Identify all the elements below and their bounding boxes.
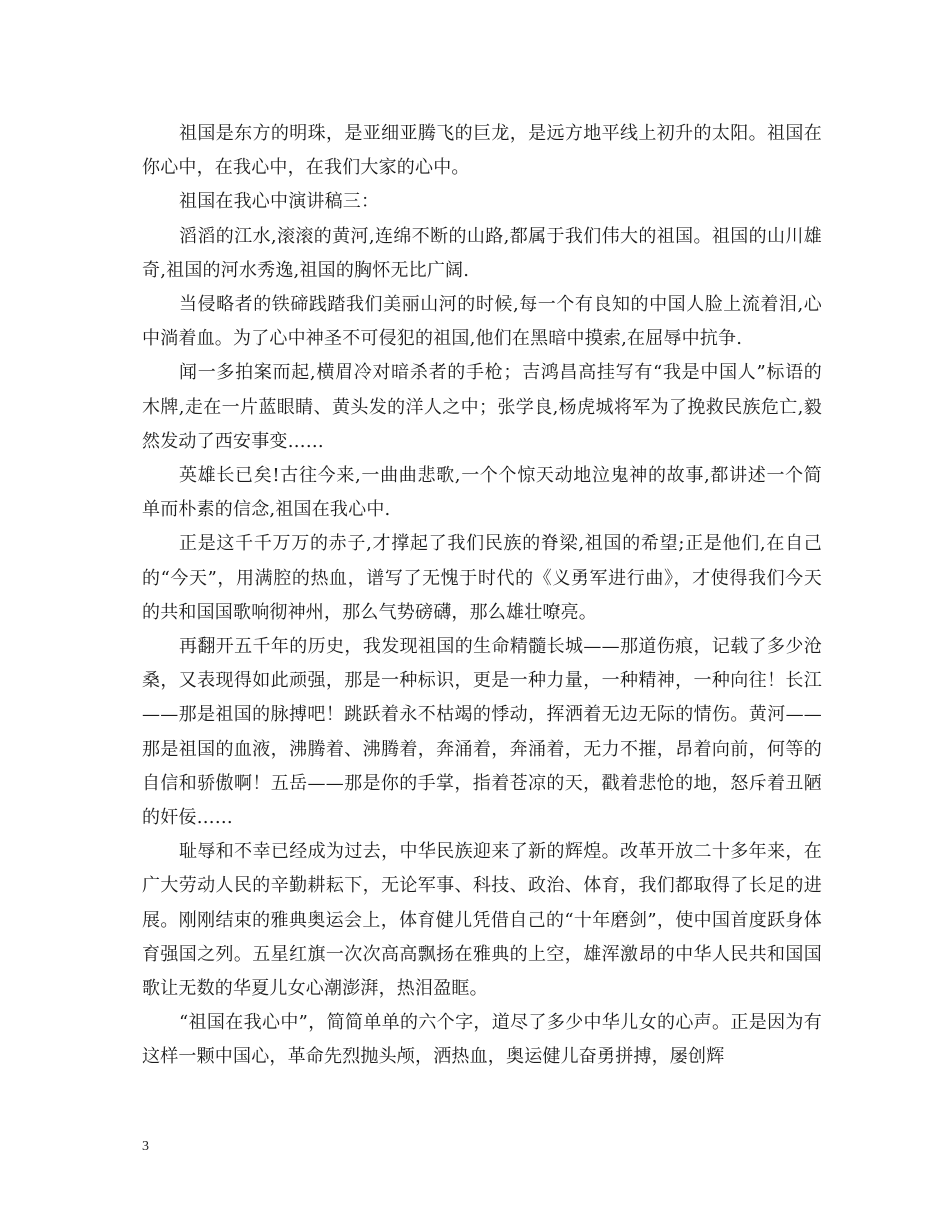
document-body xyxy=(142,117,822,1075)
paragraph: 耻辱和不幸已经成为过去，中华民族迎来了新的辉煌。改革开放二十多年来，在广大劳动人民的辛勤耕耘下，无论军事、科技、政治、体育，我们都取得了长足的进展。刚刚结束的雅典奥运会上，体育健儿凭借自己的“十年磨剑”，使中国首度跃身体育强国之列。五星红旗一次次高高飘扬在雅典的上空，雄浑激昂的中华人民共和国国歌让无数的华夏儿女心潮澎湃，热泪盈眶。 xyxy=(142,841,822,1000)
paragraph: “祖国在我心中”，简简单单的六个字，道尽了多少中华儿女的心声。正是因为有这样一颗中国心，革命先烈抛头颅，洒热血，奥运健儿奋勇拼搏，屡创辉 xyxy=(142,1012,822,1068)
paragraph: 正是这千千万万的赤子,才撑起了我们民族的脊梁,祖国的希望;正是他们,在自己的“今天”，用满腔的热血，谱写了无愧于时代的《义勇军进行曲》，才使得我们今天的共和国国歌响彻神州，那么气势磅礴，那么雄壮嘹亮。 xyxy=(142,533,822,623)
paragraph: 英雄长已矣!古往今来,一曲曲悲歌,一个个惊天动地泣鬼神的故事,都讲述一个简单而朴素的信念,祖国在我心中. xyxy=(142,465,822,521)
paragraph: 再翻开五千年的历史，我发现祖国的生命精髓长城——那道伤痕，记载了多少沧桑，又表现得如此顽强，那是一种标识，更是一种力量，一种精神，一种向往！长江——那是祖国的脉搏吧！跳跃着永不枯竭的悸动，挥洒着无边无际的情伤。黄河——那是祖国的血液，沸腾着、沸腾着，奔涌着，奔涌着，无力不摧，昂着向前，何等的自信和骄傲啊！五岳——那是你的手掌，指着苍凉的天，戳着悲怆的地，怒斥着丑陋的奸佞…… xyxy=(142,636,822,829)
page-number: 3 xyxy=(142,1139,149,1154)
paragraph: 闻一多拍案而起,横眉冷对暗杀者的手枪；吉鸿昌高挂写有“我是中国人”标语的木牌,走在一片蓝眼睛、黄头发的洋人之中；张学良,杨虎城将军为了挽救民族危亡,毅然发动了西安事变…… xyxy=(142,362,822,452)
paragraph: 祖国是东方的明珠，是亚细亚腾飞的巨龙，是远方地平线上初升的太阳。祖国在你心中，在我心中，在我们大家的心中。 xyxy=(142,123,822,179)
paragraph: 当侵略者的铁碲践踏我们美丽山河的时候,每一个有良知的中国人脸上流着泪,心中淌着血。为了心中神圣不可侵犯的祖国,他们在黑暗中摸索,在屈辱中抗争. xyxy=(142,294,822,350)
paragraph: 滔滔的江水,滚滚的黄河,连绵不断的山路,都属于我们伟大的祖国。祖国的山川雄奇,祖国的河水秀逸,祖国的胸怀无比广阔. xyxy=(142,225,822,281)
section-heading: 祖国在我心中演讲稿三： xyxy=(179,191,380,213)
